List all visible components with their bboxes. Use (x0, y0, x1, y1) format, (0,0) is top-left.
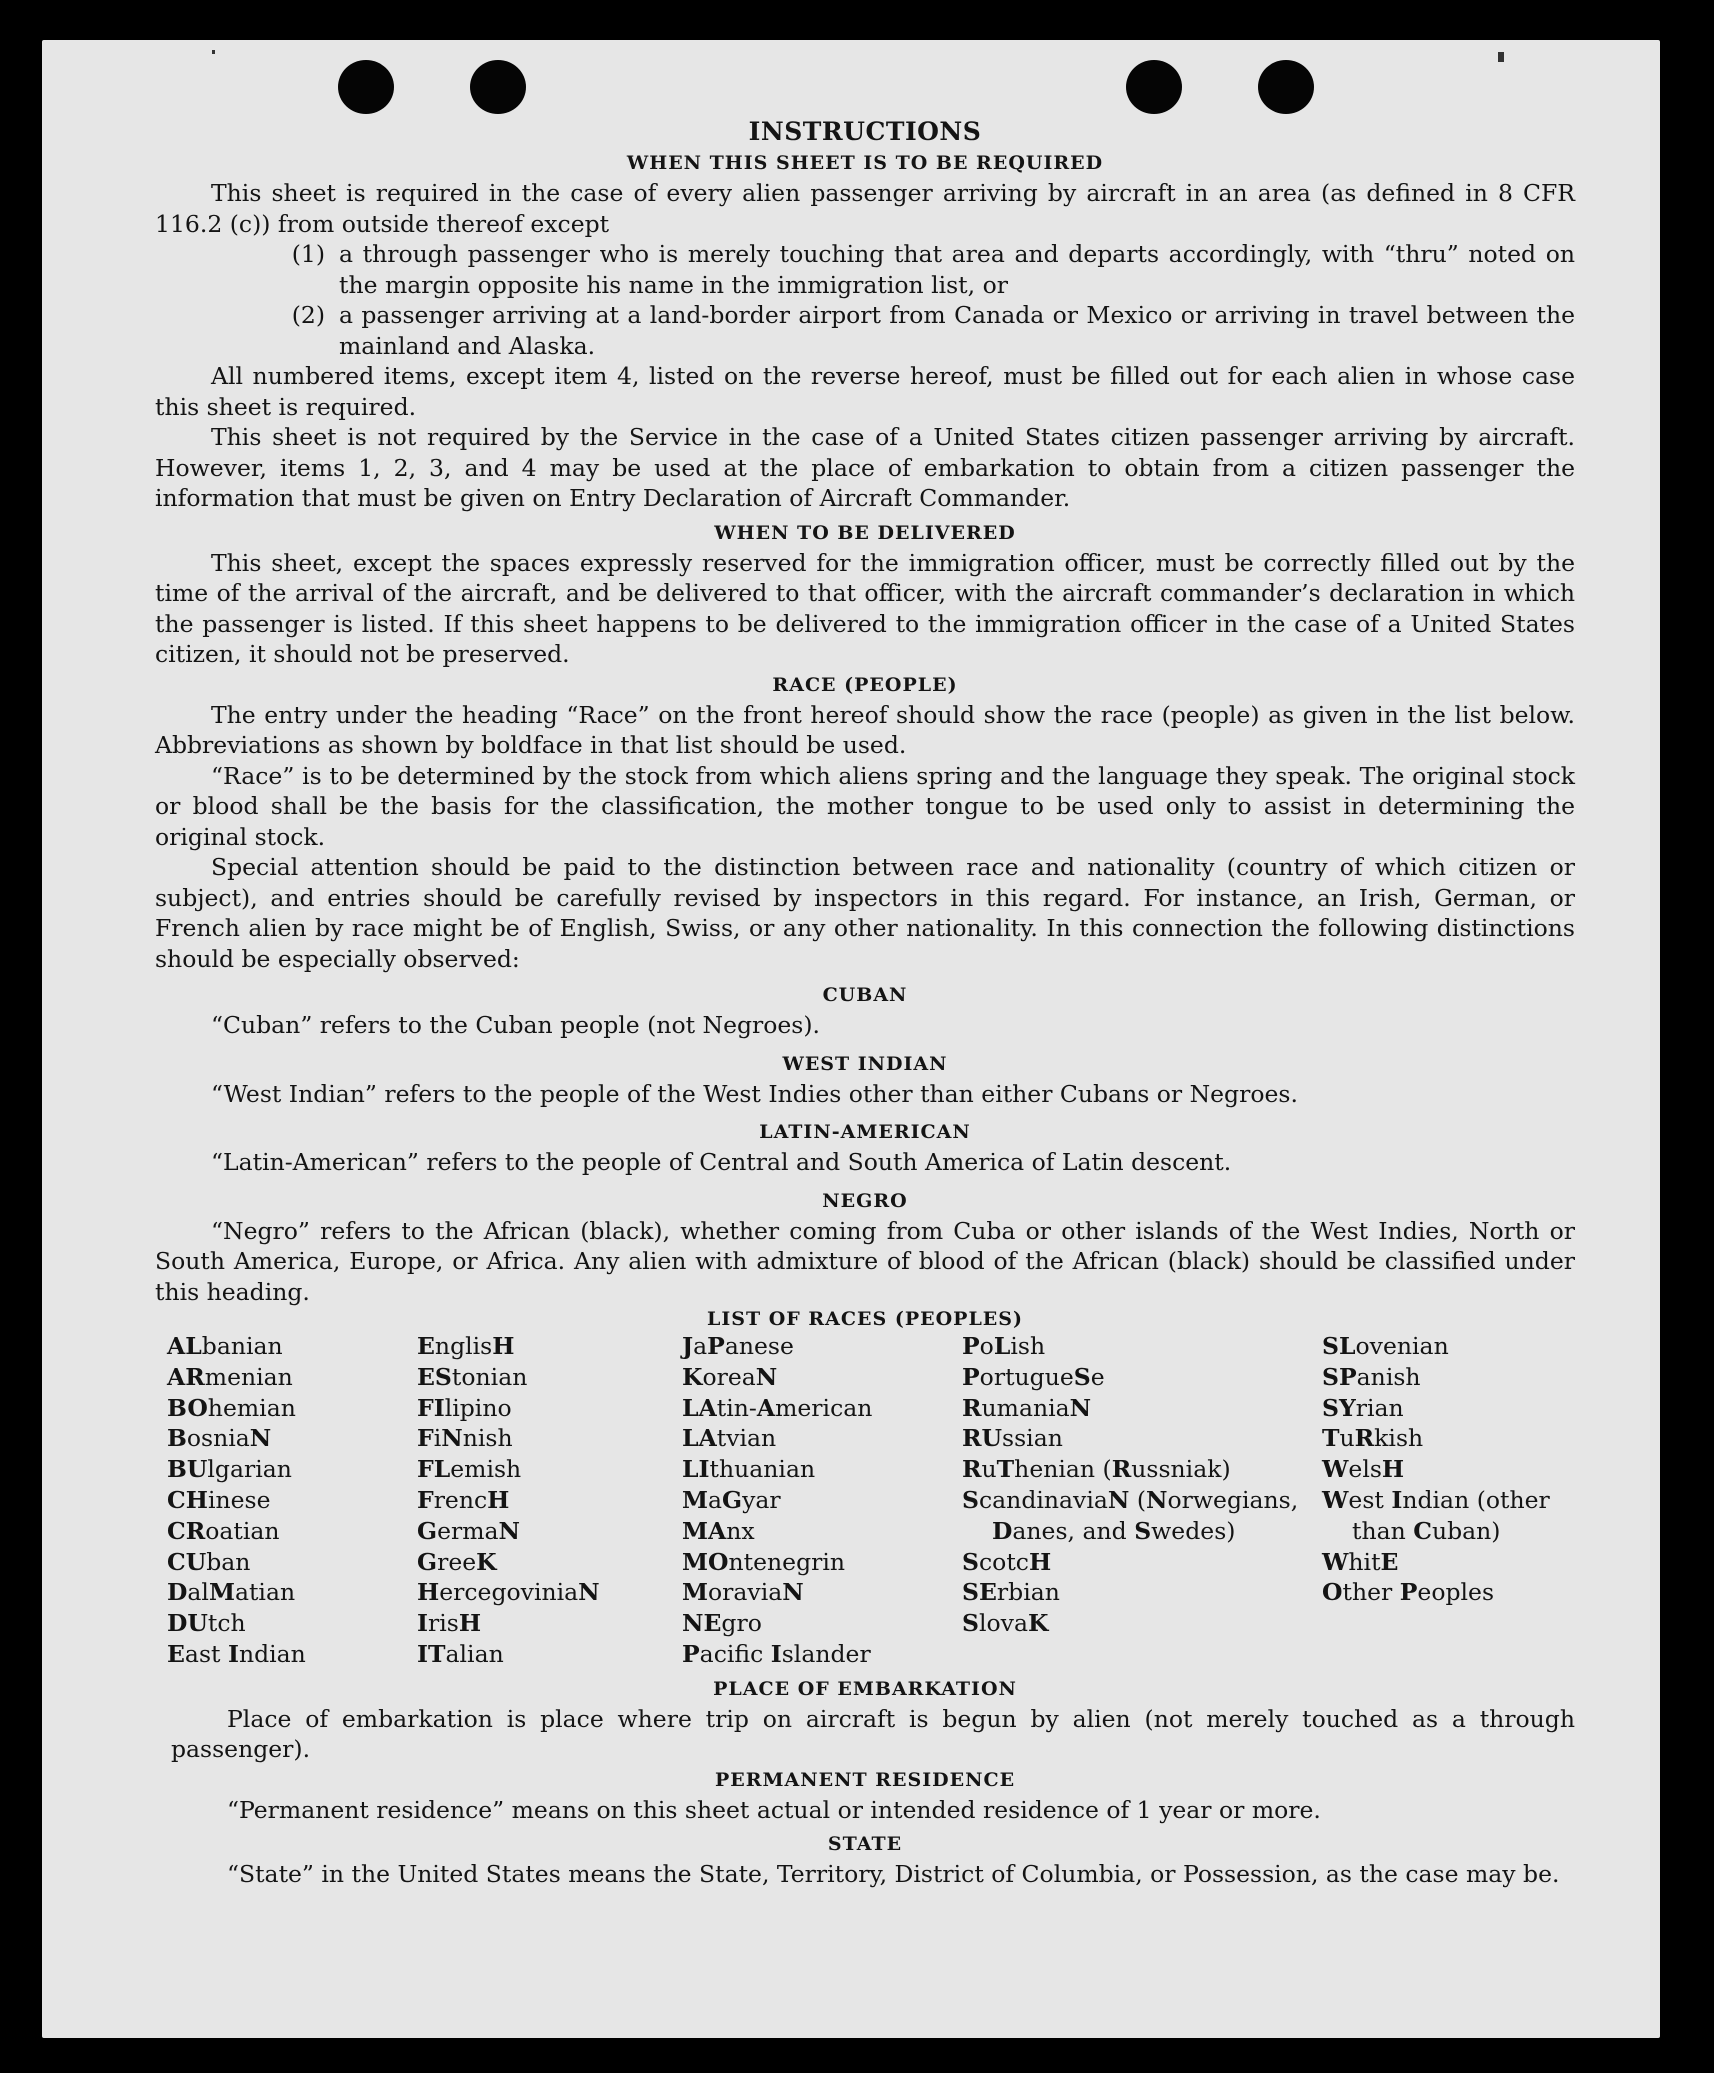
race-entry: Pacifc Islander (682, 1639, 871, 1668)
race-entry: DUtch (167, 1609, 246, 1638)
race-entry: SYrian (1322, 1393, 1404, 1422)
race-entry: LAtvian (682, 1424, 777, 1453)
race-entry: West Indian (other than Cuban) (1322, 1485, 1550, 1545)
race-entry: MaGyar (682, 1485, 781, 1514)
punch-hole (1126, 60, 1182, 114)
heading-negro: NEGRO (822, 1189, 908, 1212)
punch-hole (1258, 60, 1314, 114)
race-entry: RumaniaN (962, 1393, 1092, 1422)
race-entry: MOntenegrin (682, 1547, 846, 1576)
required-para-3: This sheet is not required by the Service in the case of a United States citizen passenger arriving by aircraft. However, items 1, 2, 3, and 4 may be used at the place of embarkation to obtain from a citizen passenger the information that must be given on Entry Declaration of Aircraft Commander. (155, 423, 1575, 512)
race-column (1322, 1331, 1587, 1670)
heading-latin-american: LATIN-AMERICAN (759, 1121, 971, 1143)
race-entry: Other Peoples (1322, 1578, 1495, 1607)
race-entry: ITalian (417, 1639, 504, 1668)
race-para-2: “Race” is to be determined by the stock from which aliens spring and the language they speak. The original stock or blood shall be the basis for the classification, the mother tongue to be used only to assist in determining the original stock. (155, 761, 1575, 851)
residence-text: “Permanent residence” means on this sheet actual or intended residence of 1 year or more. (227, 1795, 1321, 1824)
speck (1498, 52, 1504, 62)
race-entry: SErbian (962, 1578, 1060, 1607)
punch-hole (338, 60, 394, 114)
heading-west-indian: WEST INDIAN (782, 1052, 948, 1075)
required-para-2: All numbered items, except item 4, listed on the reverse hereof, must be filled out for each alien in whose case this sheet is required. (155, 362, 1575, 421)
race-entry: WhitE (1322, 1547, 1399, 1576)
race-entry: IrisH (417, 1609, 482, 1638)
exception-item (155, 239, 1575, 300)
race-entry: DalMatian (167, 1578, 296, 1607)
page-title: INSTRUCTIONS (748, 117, 982, 146)
delivered-text: This sheet, except the spaces expressly reserved for the immigration officer, must be correctly filled out by the time of the arrival of the aircraft, and be delivered to that officer, with the aircraft commander’s declaration in which the passenger is listed. If this sheet happens to be delivered to the immigration officer in the case of a United States citizen, it should not be preserved. (155, 548, 1575, 668)
punch-hole (470, 60, 526, 114)
race-entry: EStonian (417, 1362, 528, 1391)
heading-state: STATE (827, 1833, 903, 1856)
heading-cuban: CUBAN (822, 984, 908, 1006)
race-entry: CHinese (167, 1485, 271, 1514)
race-entry: FIlipino (417, 1393, 512, 1422)
heading-permanent-residence: PERMANENT RESIDENCE (714, 1768, 1016, 1791)
instructions-content (155, 115, 1575, 1890)
heading-when-required: WHEN THIS SHEET IS TO BE REQUIRED (626, 152, 1104, 174)
race-entry: WelsH (1322, 1455, 1405, 1484)
race-entry: KoreaN (682, 1362, 778, 1391)
race-entry: PoLish (962, 1332, 1046, 1360)
required-intro: This sheet is required in the case of every alien passenger arriving by aircraft in an area (as defined in 8 CFR 116.2 (c)) from outside thereof except (155, 179, 1575, 238)
race-para-1: The entry under the heading “Race” on the front hereof should show the race (people) as given in the list below. Abbreviations as shown by boldface in that list should be used. (155, 700, 1575, 759)
race-entry: FiNnish (417, 1424, 513, 1453)
race-entry: ARmenian (167, 1362, 293, 1391)
race-entry: RuThenian (Russniak) (962, 1455, 1231, 1484)
race-column (417, 1331, 682, 1670)
item-text: a through passenger who is merely touching that area and departs accordingly, with “thru” noted on the margin opposite his name in the immigration list, or (339, 240, 1575, 299)
race-entry: GreeK (417, 1547, 497, 1576)
race-entry: BUlgarian (167, 1455, 292, 1484)
cuban-text: “Cuban” refers to the Cuban people (not Negroes). (211, 1011, 821, 1039)
race-entry: CRoatian (167, 1516, 280, 1545)
race-entry: FrencH (417, 1485, 510, 1514)
race-entry: ALbanian (167, 1332, 283, 1360)
race-entry: PortugueSe (962, 1362, 1105, 1391)
latin-american-text: “Latin-American” refers to the people of Central and South America of Latin descent. (211, 1148, 1232, 1176)
state-text: “State” in the United States means the State, Territory, District of Columbia, or Possession, as the case may be. (227, 1860, 1560, 1889)
race-entry: FLemish (417, 1455, 522, 1484)
item-number: (2) (291, 301, 325, 329)
race-entry: NEgro (682, 1609, 762, 1638)
heading-list-of-races: LIST OF RACES (PEOPLES) (707, 1308, 1023, 1330)
race-entry: LAtin-American (682, 1393, 873, 1422)
heading-race: RACE (PEOPLE) (772, 673, 958, 696)
race-entry: MoraviaN (682, 1578, 804, 1607)
heading-embarkation: PLACE OF EMBARKATION (713, 1677, 1017, 1700)
race-entry: BOhemian (167, 1393, 296, 1422)
race-entry: GermaN (417, 1516, 521, 1545)
heading-when-delivered: WHEN TO BE DELIVERED (714, 521, 1016, 544)
exception-item (155, 300, 1575, 361)
race-entry: SLovenian (1322, 1332, 1449, 1360)
race-entry: SlovaK (962, 1609, 1049, 1638)
race-entry: LIthuanian (682, 1455, 816, 1484)
race-column (167, 1331, 417, 1670)
race-entry: East Indian (167, 1639, 306, 1668)
race-list (167, 1331, 1575, 1670)
race-entry: SPanish (1322, 1362, 1421, 1391)
west-indian-text: “West Indian” refers to the people of the West Indies other than either Cubans or Negroes. (211, 1079, 1298, 1108)
race-entry: ScandinaviaN (Norwegians, Danes, and Swedes) (962, 1485, 1299, 1545)
embarkation-text: Place of embarkation is place where trip on aircraft is begun by alien (not merely touched as a through passenger). (171, 1704, 1575, 1764)
race-entry: HercegoviniaN (417, 1578, 600, 1607)
race-entry: JaPanese (682, 1332, 794, 1360)
speck (212, 50, 215, 54)
race-entry: EnglisH (417, 1332, 515, 1360)
race-entry: TuRkish (1322, 1424, 1424, 1453)
race-column (962, 1331, 1322, 1670)
item-text: a passenger arriving at a land-border airport from Canada or Mexico or arriving in travel between the mainland and Alaska. (339, 301, 1575, 360)
race-entry: ScotcH (962, 1547, 1052, 1576)
race-entry: MAnx (682, 1516, 755, 1545)
race-para-3: Special attention should be paid to the distinction between race and nationality (country of which citizen or subject), and entries should be carefully revised by inspectors in this regard. For instance, an Irish, German, or French alien by race might be of English, Swiss, or any other nationality. In this connection the following distinctions should be especially observed: (155, 853, 1575, 973)
item-number: (1) (291, 240, 325, 268)
race-column (682, 1331, 962, 1670)
race-entry: BosniaN (167, 1424, 272, 1453)
race-entry: RUssian (962, 1424, 1063, 1453)
race-entry: CUban (167, 1547, 251, 1576)
negro-text: “Negro” refers to the African (black), whether coming from Cuba or other islands of the West Indies, North or South America, Europe, or Africa. Any alien with admixture of blood of the African (black) should be classified under this heading. (155, 1216, 1575, 1306)
